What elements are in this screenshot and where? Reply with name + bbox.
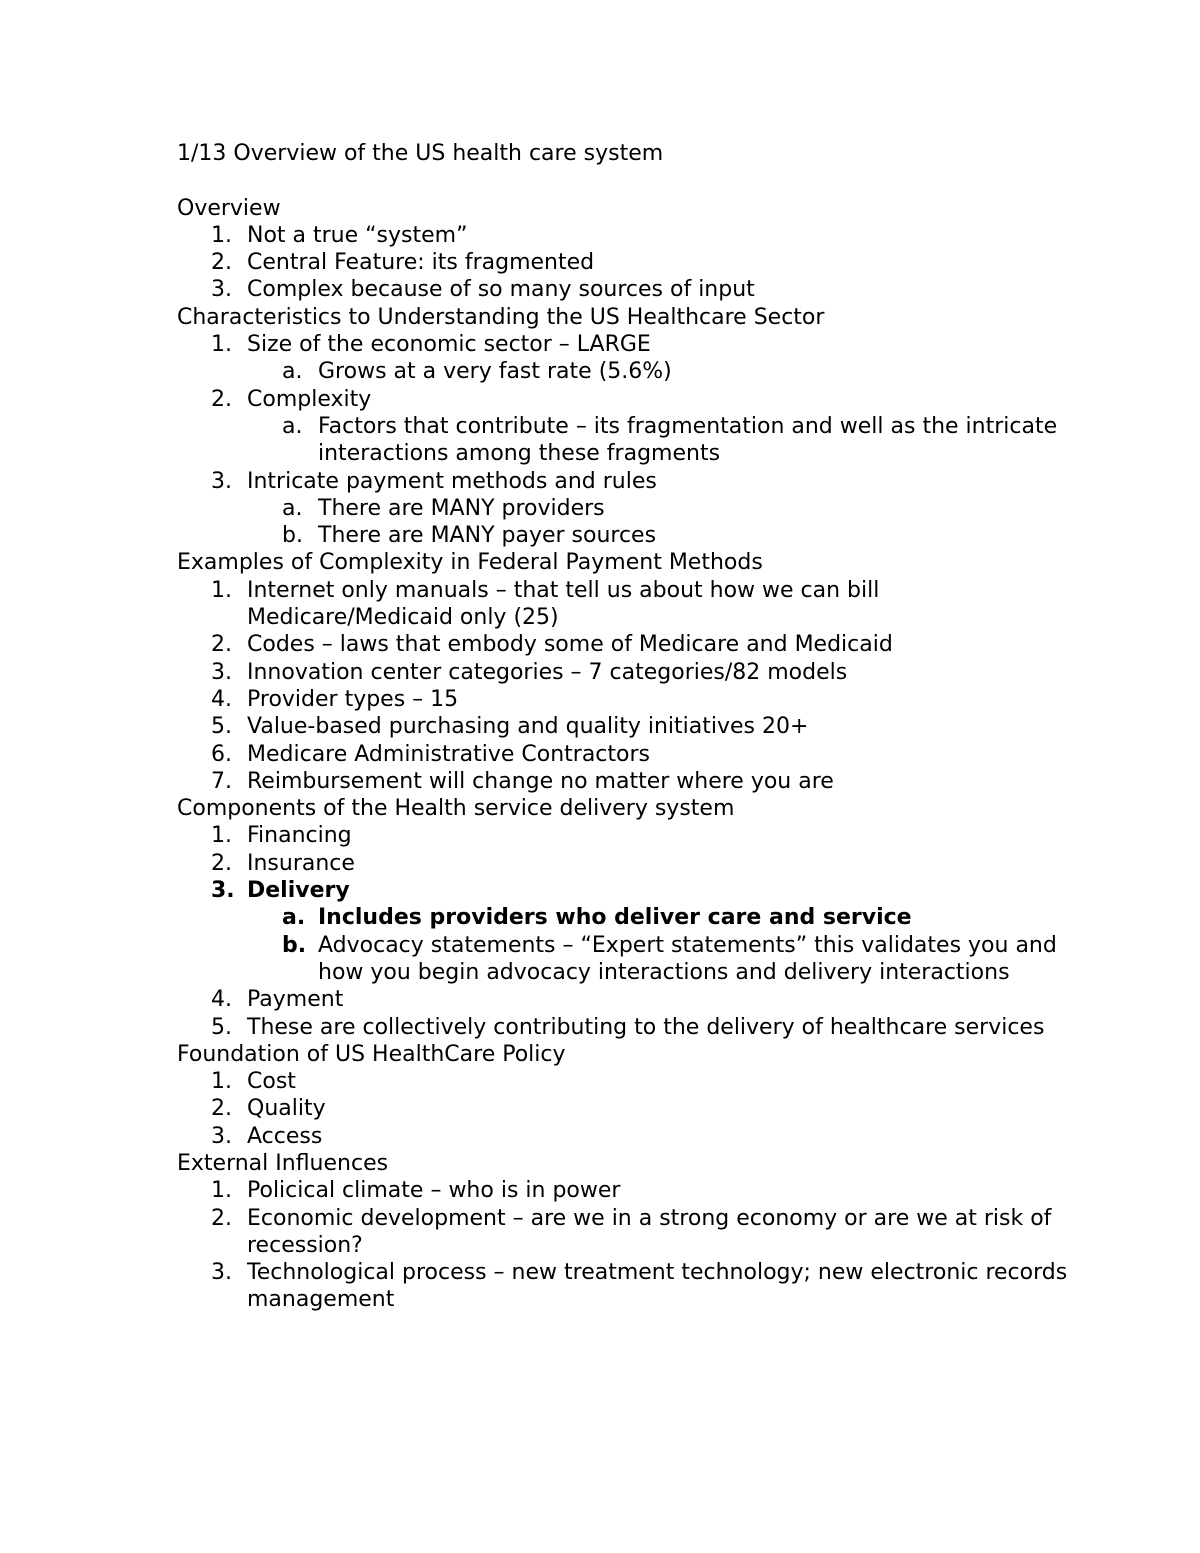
- sub-list-item: [177, 413, 1077, 468]
- section-heading: Foundation of US HealthCare Policy: [177, 1041, 566, 1067]
- list-item: [177, 1014, 1077, 1041]
- list-item-text: Insurance: [247, 850, 355, 876]
- list-item-text: Innovation center categories – 7 categories/82 models: [247, 659, 848, 685]
- list-item: [177, 768, 1077, 795]
- lettered-sublist: [247, 904, 1077, 986]
- list-item: [177, 1177, 1077, 1204]
- list-marker: 1.: [211, 823, 232, 849]
- list-item-text: Size of the economic sector – LARGE: [247, 332, 651, 358]
- list-item-text: Intricate payment methods and rules: [247, 468, 657, 494]
- list-item-text: Financing: [247, 823, 352, 849]
- list-item: [177, 386, 1077, 468]
- list-marker: 3.: [211, 468, 232, 494]
- list-marker: 5.: [211, 714, 232, 740]
- sub-list-item-text: There are MANY payer sources: [318, 523, 657, 549]
- list-marker: 4.: [211, 987, 232, 1013]
- numbered-list: [177, 331, 1077, 549]
- list-item-text: These are collectively contributing to the delivery of healthcare services: [247, 1014, 1045, 1040]
- list-marker: 7.: [211, 768, 232, 794]
- numbered-list: [177, 1068, 1077, 1150]
- numbered-list: [177, 1177, 1077, 1313]
- sub-list-marker: a.: [282, 359, 303, 385]
- sub-list-item-text: Grows at a very fast rate (5.6%): [318, 359, 672, 385]
- list-marker: 1.: [211, 577, 232, 603]
- list-item: [177, 222, 1077, 249]
- sub-list-item-text: Advocacy statements – “Expert statements” this validates you and how you begin advocacy interactions and delivery interactions: [318, 932, 1057, 985]
- list-item-text: Codes – laws that embody some of Medicare and Medicaid: [247, 632, 893, 658]
- sub-list-item-text: Includes providers who deliver care and service: [318, 905, 912, 931]
- list-item-text: Provider types – 15: [247, 686, 459, 712]
- list-marker: 3.: [211, 1123, 232, 1149]
- sub-list-item: [177, 932, 1077, 987]
- list-marker: 2.: [211, 1096, 232, 1122]
- list-item-text: Reimbursement will change no matter where you are: [247, 768, 834, 794]
- list-marker: 2.: [211, 1205, 232, 1231]
- list-marker: 1.: [211, 222, 232, 248]
- lettered-sublist: [247, 495, 1077, 550]
- list-marker: 4.: [211, 686, 232, 712]
- list-marker: 1.: [211, 332, 232, 358]
- list-item-text: Access: [247, 1123, 323, 1149]
- list-item-text: Complexity: [247, 386, 372, 412]
- list-item-text: Delivery: [247, 878, 350, 904]
- page-title: 1/13 Overview of the US health care system: [177, 141, 664, 166]
- sub-list-marker: a.: [282, 905, 306, 931]
- sub-list-marker: b.: [282, 523, 303, 549]
- section-heading: Components of the Health service delivery system: [177, 796, 735, 822]
- list-marker: 3.: [211, 878, 235, 904]
- list-marker: 2.: [211, 632, 232, 658]
- section-heading: Examples of Complexity in Federal Payment Methods: [177, 550, 763, 576]
- list-item: [177, 986, 1077, 1013]
- list-item: [177, 1259, 1077, 1314]
- list-marker: 3.: [211, 1260, 232, 1286]
- lettered-sublist: [247, 413, 1077, 468]
- list-item-text: Economic development – are we in a strong economy or are we at risk of recession?: [247, 1205, 1052, 1258]
- sub-list-item: [177, 358, 1077, 385]
- sub-list-marker: a.: [282, 413, 303, 439]
- list-item: [177, 713, 1077, 740]
- list-marker: 2.: [211, 850, 232, 876]
- section-heading: External Influences: [177, 1150, 389, 1176]
- sub-list-marker: a.: [282, 495, 303, 521]
- list-item: [177, 249, 1077, 276]
- list-item-text: Technological process – new treatment technology; new electronic records management: [247, 1260, 1068, 1313]
- list-item: [177, 822, 1077, 849]
- list-marker: 1.: [211, 1069, 232, 1095]
- sub-list-item-text: There are MANY providers: [318, 495, 605, 521]
- list-item-text: Not a true “system”: [247, 222, 468, 248]
- list-item: [177, 631, 1077, 658]
- list-item: [177, 1205, 1077, 1260]
- list-item-text: Payment: [247, 987, 344, 1013]
- list-item: [177, 331, 1077, 386]
- sub-list-item: [177, 522, 1077, 549]
- list-item-text: Cost: [247, 1069, 296, 1095]
- section-heading: Overview: [177, 195, 281, 221]
- list-marker: 1.: [211, 1178, 232, 1204]
- sub-list-item: [177, 495, 1077, 522]
- list-marker: 6.: [211, 741, 232, 767]
- list-item: [177, 1095, 1077, 1122]
- list-item-text: Quality: [247, 1096, 326, 1122]
- list-item-text: Internet only manuals – that tell us about how we can bill Medicare/Medicaid only (25): [247, 577, 880, 631]
- sections-container: [177, 195, 1077, 1314]
- list-item-text: Value-based purchasing and quality initiatives 20+: [247, 714, 809, 740]
- document-page: [177, 140, 1077, 1314]
- list-marker: 2.: [211, 386, 232, 412]
- list-marker: 5.: [211, 1014, 232, 1040]
- list-item: [177, 850, 1077, 877]
- list-item-text: Policical climate – who is in power: [247, 1178, 621, 1204]
- list-marker: 3.: [211, 659, 232, 685]
- list-item-text: Central Feature: its fragmented: [247, 250, 595, 276]
- list-item: [177, 1123, 1077, 1150]
- numbered-list: [177, 222, 1077, 304]
- list-item: [177, 686, 1077, 713]
- list-marker: 2.: [211, 250, 232, 276]
- list-item-text: Complex because of so many sources of input: [247, 277, 755, 303]
- numbered-list: [177, 822, 1077, 1040]
- list-item: [177, 877, 1077, 986]
- numbered-list: [177, 577, 1077, 795]
- list-item: [177, 577, 1077, 632]
- list-item: [177, 659, 1077, 686]
- list-item-text: Medicare Administrative Contractors: [247, 741, 650, 767]
- list-item: [177, 276, 1077, 303]
- sub-list-item-text: Factors that contribute – its fragmentation and well as the intricate interactions among these fragments: [318, 413, 1058, 467]
- list-item: [177, 1068, 1077, 1095]
- lettered-sublist: [247, 358, 1077, 385]
- list-marker: 3.: [211, 277, 232, 303]
- list-item: [177, 741, 1077, 768]
- sub-list-item: [177, 904, 1077, 931]
- sub-list-marker: b.: [282, 932, 307, 958]
- list-item: [177, 468, 1077, 550]
- section-heading: Characteristics to Understanding the US Healthcare Sector: [177, 304, 825, 330]
